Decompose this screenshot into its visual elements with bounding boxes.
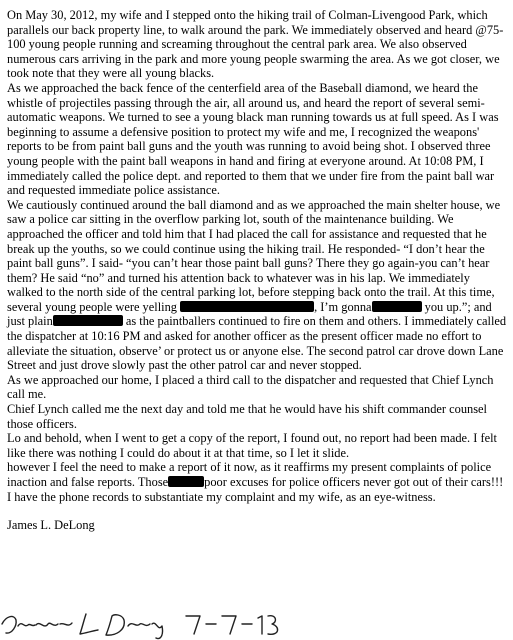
paragraph-8: I have the phone records to substantiate my complaint and my wife, as an eye-witness. bbox=[7, 489, 436, 504]
paragraph-5: Chief Lynch called me the next day and told me that he would have his shift commander counsel those officers. bbox=[7, 402, 488, 431]
handwritten-signature bbox=[0, 606, 513, 640]
paragraph-7-part-2: poor excuses for police officers never got out of their cars!!! bbox=[204, 475, 504, 489]
redaction-bar bbox=[372, 301, 422, 312]
signer-name: James L. DeLong bbox=[7, 518, 95, 533]
redaction-bar bbox=[53, 315, 123, 326]
redaction-bar bbox=[180, 301, 314, 312]
paragraph-7-part-1: however I feel the need to make a report of it now, as it reaffirms my present complaints of police inaction and false reports. Those bbox=[7, 460, 492, 489]
paragraph-2: As we approached the back fence of the centerfield area of the Baseball diamond, we heard the whistle of projectiles passing through the air, all around us, and heard the report of several semi-automatic weapons. We turned to see a young black man running towards us at full speed. As I was beginning to assume a defensive position to protect my wife and me, I recognized the weapons' reports to be from paint ball guns and the youth was running to avoid being shot. I observed three young people with the paint ball weapons in hand and firing at everyone around. At 10:08 PM, I immediately called the police dept. and reported to them that we under fire from the paint ball war and requested immediate police assistance. bbox=[7, 80, 499, 198]
paragraph-1: On May 30, 2012, my wife and I stepped onto the hiking trail of Colman-Livengood Park, which parallels our back property line, to walk around the park. We immediately observed and heard @75-100 young people running and screaming throughout the central park area. We also observed numerous cars arriving in the park and more young people swarming the area. As we got closer, we took note that they were all young blacks. bbox=[7, 8, 504, 81]
paragraph-3-part-4: as the paintballers continued to fire on them and others. I immediately called the dispatcher at 10:16 PM and asked for another officer as the present officer made no effort to alleviate the situation, observe’ or protect us or anyone else. The second patrol car drove down Lane Street and just drove slowly past the other patrol car and never stopped. bbox=[7, 314, 507, 373]
paragraph-7 bbox=[7, 460, 507, 489]
redaction-bar bbox=[168, 476, 204, 487]
paragraph-3-part-2: , I’m gonna bbox=[314, 299, 372, 314]
paragraph-3-part-1: We cautiously continued around the ball diamond and as we approached the main shelter house, we saw a police car sitting in the overflow parking lot, south of the maintenance building. We approached the officer and told him that I had placed the call for assistance and requested that he break up the youths, so we could continue using the hiking trail. He responded- “I don’t hear the paint ball guns”. I said- “you can’t hear those paint ball guns? There they go again-you can’t hear them? He said “no” and turned his attention back to whatever was in his lap. We immediately walked to the north side of the central parking lot, before stepping back onto the trail. At this time, several young people were yelling bbox=[7, 197, 501, 314]
paragraph-4: As we approached our home, I placed a third call to the dispatcher and requested that Chief Lynch call me. bbox=[7, 372, 494, 402]
paragraph-3-part-3: you up.”; and just plain bbox=[7, 299, 492, 329]
signature-drawing bbox=[0, 606, 513, 640]
paragraph-3 bbox=[7, 198, 507, 373]
paragraph-6: Lo and behold, when I went to get a copy of the report, I found out, no report had been made. I felt like there was nothing I could do about it at that time, so I let it slide. bbox=[7, 431, 497, 460]
